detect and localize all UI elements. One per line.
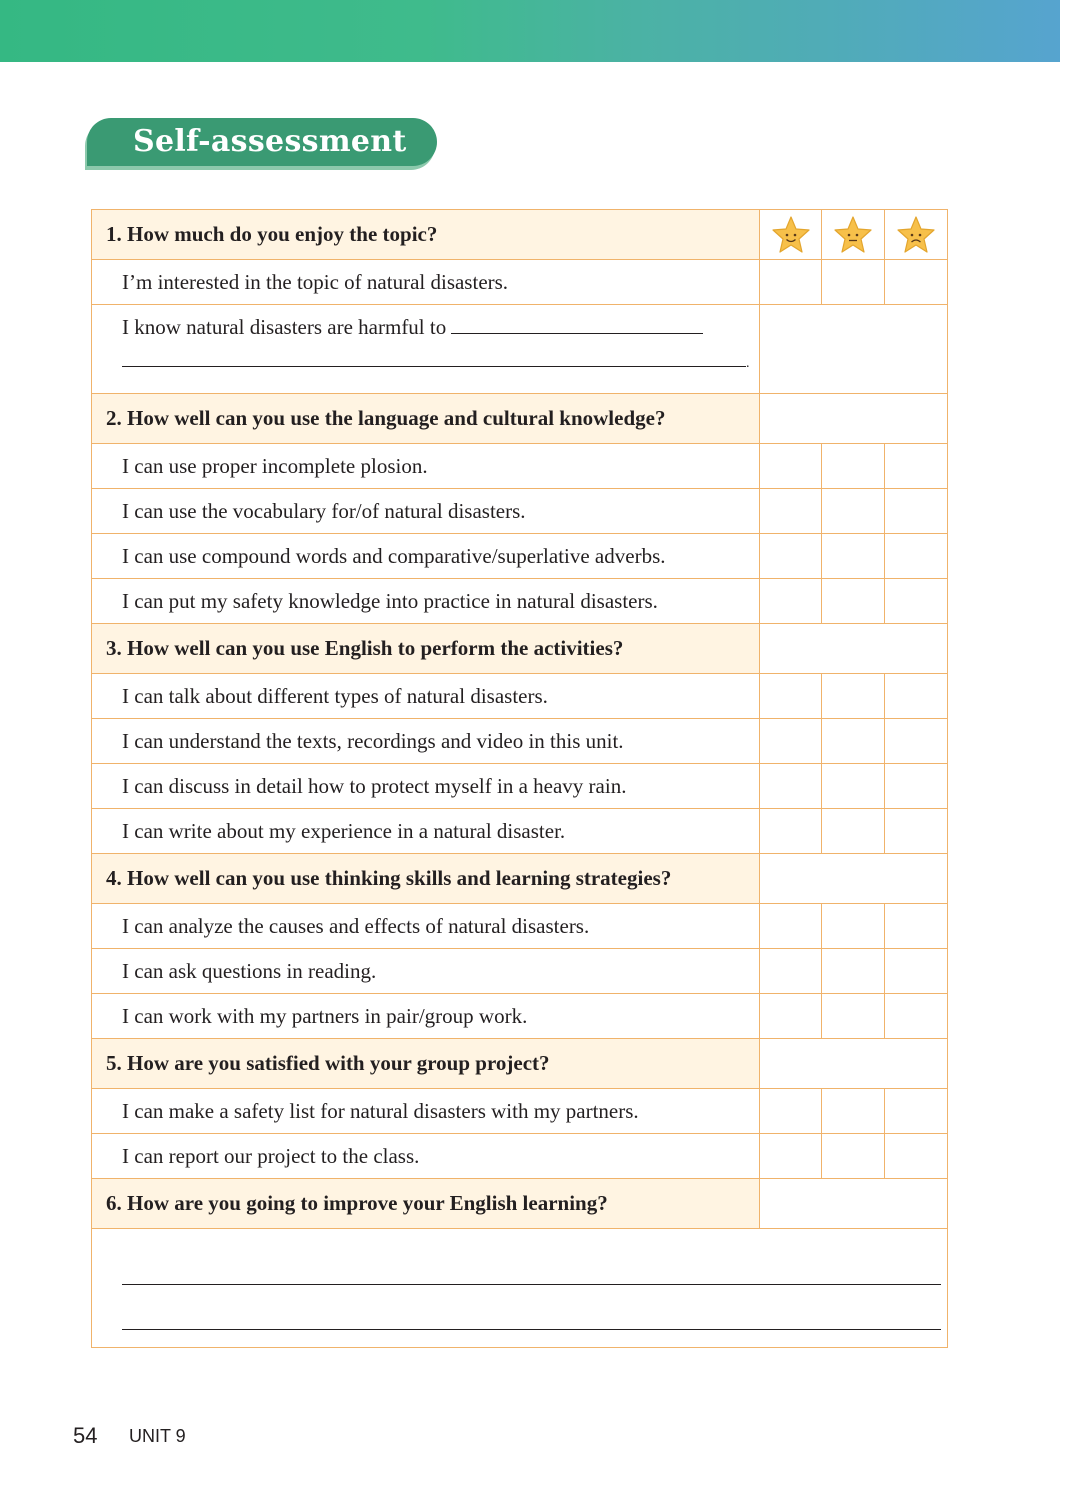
rating-cell[interactable] xyxy=(822,1089,885,1134)
rating-cell[interactable] xyxy=(885,809,948,854)
unit-label: UNIT 9 xyxy=(129,1426,186,1446)
statement-text: I can analyze the causes and effects of natural disasters. xyxy=(92,904,760,949)
rating-header-happy xyxy=(760,210,822,260)
rating-cell[interactable] xyxy=(760,949,822,994)
statement-text: I can ask questions in reading. xyxy=(92,949,760,994)
empty-rating-area xyxy=(760,305,948,394)
rating-cell[interactable] xyxy=(760,489,822,534)
question-text: 1. How much do you enjoy the topic? xyxy=(92,210,760,260)
statement-row xyxy=(92,489,948,534)
rating-cell[interactable] xyxy=(885,764,948,809)
question-row xyxy=(92,1179,948,1229)
question-row xyxy=(92,394,948,444)
statement-row xyxy=(92,904,948,949)
statement-row xyxy=(92,719,948,764)
question-row xyxy=(92,854,948,904)
rating-cell[interactable] xyxy=(822,489,885,534)
statement-row xyxy=(92,579,948,624)
statement-text: I can work with my partners in pair/group work. xyxy=(92,994,760,1039)
rating-cell[interactable] xyxy=(822,719,885,764)
statement-row xyxy=(92,994,948,1039)
rating-cell[interactable] xyxy=(760,674,822,719)
rating-cell[interactable] xyxy=(885,1134,948,1179)
question-text: 2. How well can you use the language and cultural knowledge? xyxy=(92,394,760,444)
statement-text: I can understand the texts, recordings and video in this unit. xyxy=(92,719,760,764)
statement-text: I can use proper incomplete plosion. xyxy=(92,444,760,489)
statement-text: I can use the vocabulary for/of natural disasters. xyxy=(92,489,760,534)
page-number: 54 xyxy=(73,1423,98,1448)
rating-cell[interactable] xyxy=(760,534,822,579)
rating-header-neutral xyxy=(822,210,885,260)
statement-row xyxy=(92,1089,948,1134)
question-row xyxy=(92,1039,948,1089)
rating-cell[interactable] xyxy=(885,579,948,624)
statement-row xyxy=(92,809,948,854)
statement-row xyxy=(92,260,948,305)
rating-cell[interactable] xyxy=(822,809,885,854)
happy-star-icon xyxy=(771,215,811,255)
statement-row xyxy=(92,674,948,719)
open-answer-row xyxy=(92,1229,948,1348)
statement-row xyxy=(92,949,948,994)
sentence-period: . xyxy=(746,356,750,371)
statement-row xyxy=(92,764,948,809)
rating-cell[interactable] xyxy=(885,534,948,579)
empty-rating-area xyxy=(760,1039,948,1089)
open-statement-row xyxy=(92,305,948,394)
statement-text: I can make a safety list for natural disasters with my partners. xyxy=(92,1089,760,1134)
rating-cell[interactable] xyxy=(822,534,885,579)
question-row xyxy=(92,210,948,260)
question-text: 4. How well can you use thinking skills and learning strategies? xyxy=(92,854,760,904)
rating-cell[interactable] xyxy=(822,579,885,624)
rating-cell[interactable] xyxy=(885,904,948,949)
statement-text: I can use compound words and comparative/superlative adverbs. xyxy=(92,534,760,579)
question-text: 5. How are you satisfied with your group project? xyxy=(92,1039,760,1089)
answer-blank[interactable] xyxy=(122,366,746,367)
rating-cell[interactable] xyxy=(885,949,948,994)
question-row xyxy=(92,624,948,674)
rating-cell[interactable] xyxy=(822,1134,885,1179)
empty-rating-area xyxy=(760,1179,948,1229)
statement-text: I can talk about different types of natural disasters. xyxy=(92,674,760,719)
rating-cell[interactable] xyxy=(822,949,885,994)
page-title: Self-assessment xyxy=(133,124,407,159)
empty-rating-area xyxy=(760,624,948,674)
rating-cell[interactable] xyxy=(760,1089,822,1134)
statement-text: I can put my safety knowledge into practice in natural disasters. xyxy=(92,579,760,624)
question-text: 3. How well can you use English to perform the activities? xyxy=(92,624,760,674)
open-statement-text: I know natural disasters are harmful to xyxy=(122,315,447,339)
statement-row xyxy=(92,444,948,489)
rating-cell[interactable] xyxy=(885,489,948,534)
statement-text: I can write about my experience in a natural disaster. xyxy=(92,809,760,854)
rating-cell[interactable] xyxy=(760,1134,822,1179)
top-banner xyxy=(0,0,1060,62)
rating-cell[interactable] xyxy=(760,260,822,305)
answer-blank[interactable] xyxy=(451,333,703,334)
empty-rating-area xyxy=(760,394,948,444)
empty-rating-area xyxy=(760,854,948,904)
statement-text: I can discuss in detail how to protect myself in a heavy rain. xyxy=(92,764,760,809)
answer-line[interactable] xyxy=(122,1284,941,1285)
rating-cell[interactable] xyxy=(760,579,822,624)
rating-cell[interactable] xyxy=(760,994,822,1039)
rating-cell[interactable] xyxy=(822,994,885,1039)
statement-text: I can report our project to the class. xyxy=(92,1134,760,1179)
rating-cell[interactable] xyxy=(822,444,885,489)
rating-cell[interactable] xyxy=(822,904,885,949)
neutral-star-icon xyxy=(833,215,873,255)
rating-cell[interactable] xyxy=(760,719,822,764)
rating-cell[interactable] xyxy=(885,674,948,719)
rating-cell[interactable] xyxy=(822,674,885,719)
rating-cell[interactable] xyxy=(885,719,948,764)
question-text: 6. How are you going to improve your English learning? xyxy=(92,1179,760,1229)
rating-cell[interactable] xyxy=(760,764,822,809)
rating-cell[interactable] xyxy=(760,904,822,949)
rating-cell[interactable] xyxy=(822,764,885,809)
rating-cell[interactable] xyxy=(885,994,948,1039)
rating-cell[interactable] xyxy=(760,809,822,854)
assessment-table xyxy=(91,209,948,1348)
rating-cell[interactable] xyxy=(822,260,885,305)
rating-cell[interactable] xyxy=(885,260,948,305)
rating-cell[interactable] xyxy=(760,444,822,489)
rating-cell[interactable] xyxy=(885,1089,948,1134)
rating-cell[interactable] xyxy=(885,444,948,489)
statement-text: I’m interested in the topic of natural disasters. xyxy=(92,260,760,305)
rating-header-sad xyxy=(885,210,948,260)
statement-row xyxy=(92,534,948,579)
answer-line[interactable] xyxy=(122,1329,941,1330)
statement-row xyxy=(92,1134,948,1179)
sad-star-icon xyxy=(896,215,936,255)
